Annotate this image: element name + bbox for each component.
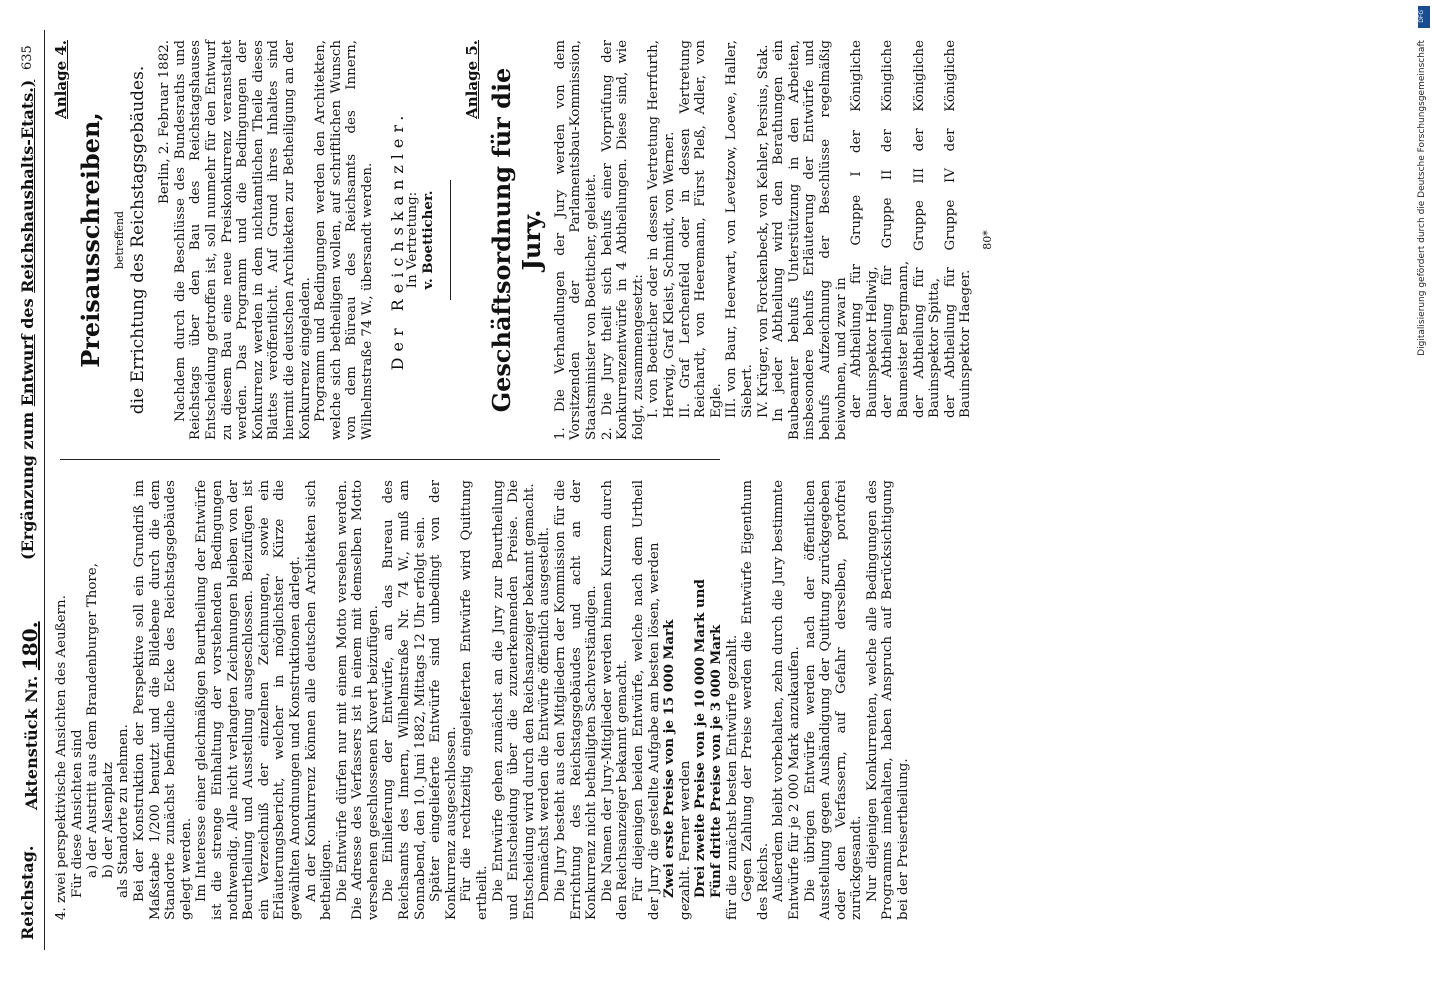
column-divider xyxy=(60,459,720,460)
left-para-12: Die Entwürfe gehen zunächst an die Jury zur Beurtheilung und Entscheidung über die zuzuerkennenden Preise. Die Entscheidung wird durch den Reichsanzeiger bekannt gemacht. xyxy=(490,480,537,920)
credit-sidebar xyxy=(1416,0,1432,1000)
anlage-4-label: Anlage 4. xyxy=(52,40,70,119)
right-item-1: 1. Die Verhandlungen der Jury werden von dem Vorsitzenden der Parlamentsbau-Kommission, Staatsminister von Boetticher, geleitet. xyxy=(552,40,600,440)
left-line-0: 4. zwei perspektivische Ansichten des Aeußern. xyxy=(54,595,69,920)
left-line-2: a) der Austritt aus dem Brandenburger Thore, xyxy=(85,563,101,878)
left-prize-3: Fünf dritte Preise von je 3 000 Mark xyxy=(707,624,724,898)
left-line-1: Für diese Ansichten sind xyxy=(69,729,85,898)
credit-text: Digitalisierung gefördert durch die Deutsche Forschungsgemeinschaft xyxy=(1417,40,1427,356)
right-group-2: II. Graf Lerchenfeld oder in dessen Vertretung Reichardt, von Heeremann, Fürst Pleß, Adler, von Egle. xyxy=(677,40,724,418)
right-group-1: I. von Boetticher oder in dessen Vertretung Herrfurth, Herwig, Graf Kleist, Schmidt, von Werner. xyxy=(646,40,678,418)
left-para-13: Demnächst werden die Entwürfe öffentlich ausgestellt. xyxy=(537,526,553,902)
right-para-1: Nachdem durch die Beschlüsse des Bundesraths und Reichstags über den Bau des Reichstagshauses Entscheidung getroffen ist, soll nunmehr für den Entwurf zu diesem Bau eine neue Preiskonkurrenz veranstaltet werden. Das Programm und die Bedingungen der Konkurrenz werden in dem nichtamtlichen Theile dieses Blattes veröffentlicht. Auf Grund ihres Inhaltes sind hiermit die deutschen Architekten zur Betheiligung an der Konkurrenz eingeladen. xyxy=(172,40,313,440)
right-group-4: IV. Krüger, von Forckenbeck, von Kehler, Persius, Stak. xyxy=(755,44,771,418)
left-para-21: für die zunächst besten Entwürfe gezahlt. xyxy=(724,634,740,920)
geschaeftsordnung-title: Geschäftsordnung für die Jury. xyxy=(486,67,546,413)
right-group-3: III. von Baur, Heerwart, von Levetzow, Loewe, Haller, Siebert. xyxy=(724,40,755,418)
left-para-25: Nur diejenigen Konkurrenten, welche alle Bedingungen des Programms innehalten, haben Anspruch auf Berücksichtigung bei der Preisertheilung. xyxy=(864,480,912,920)
left-para-7: An der Konkurrenz können alle deutschen Architekten sich betheiligen. xyxy=(303,480,335,920)
left-para-9: Die Einlieferung der Entwürfe, an das Bureau des Reichsamts des Innern, Wilhelmstraße Nr. 74 W., muß am Sonnabend, den 10. Juni 1882, Mittags 12 Uhr erfolgt sein. xyxy=(381,480,428,920)
right-assign-1: der Abtheilung für Gruppe I der Königliche Bauinspektor Hellwig, xyxy=(849,40,880,418)
header-subtitle-entwurf: Entwurf xyxy=(18,334,37,407)
preisausschreiben-title: Preisausschreiben, xyxy=(75,112,105,368)
right-column xyxy=(52,40,994,440)
header-left: Reichstag. xyxy=(18,845,37,940)
header-subtitle xyxy=(18,80,37,560)
right-assign-3: der Abtheilung für Gruppe III der Königliche Bauinspektor Spitta, xyxy=(911,40,943,418)
left-para-5: Bei der Konstruktion der Perspektive soll ein Grundriß im Maßstabe 1/200 benutzt und die Bildebene durch die dem Standorte zunächst befindliche Ecke des Reichstagsgebäudes gelegt werden. xyxy=(131,480,194,920)
left-para-11: Für die rechtzeitig eingelieferten Entwürfe wird Quittung ertheilt. xyxy=(459,480,491,920)
left-para-18: gezahlt. Ferner werden xyxy=(677,760,693,920)
header-rule xyxy=(44,30,45,950)
left-para-16: Für diejenigen beiden Entwürfe, welche nach dem Urtheil der Jury die gestellte Aufgabe am besten lösen, werden xyxy=(630,480,662,920)
left-column xyxy=(54,480,912,920)
right-para-2: Programm und Bedingungen werden den Architekten, welche sich betheiligen wollen, auf schriftlichen Wunsch von dem Büreau des Reichsamts des Innern, Wilhelmstraße 74 W., übersandt werden. xyxy=(313,40,375,440)
left-line-3: b) der Alsenplatz xyxy=(100,762,116,878)
right-para-3: In jeder Abtheilung wird den Berathungen ein Baubeamter behufs Unterstützung in den Arbeiten, insbesondere behufs Erläuterung der Entwürfe und behufs Aufzeichnung der Beschlüsse regelmäßig beiwohnen, und zwar in xyxy=(771,40,849,440)
page-number: 635 xyxy=(20,45,35,70)
left-prize-2: Drei zweite Preise von je 10 000 Mark und xyxy=(692,579,709,898)
right-assign-4: der Abtheilung für Gruppe IV der Königliche Bauinspektor Haeger. xyxy=(942,40,974,418)
preisausschreiben-subtitle: die Errichtung des Reichstagsgebäudes. xyxy=(128,65,149,415)
header-subtitle-etat: Reichshaushalts-Etats.) xyxy=(18,79,37,293)
signer-sub: In Vertretung: xyxy=(405,191,421,289)
section-rule xyxy=(450,180,451,300)
right-item-2: 2. Die Jury theilt sich behufs einer Vorprüfung der Konkurrenzentwürfe in 4 Abtheilungen. Diese sind, wie folgt, zusammengesetzt: xyxy=(599,40,646,440)
left-para-15: Die Namen der Jury-Mitglieder werden binnen Kurzem durch den Reichsanzeiger bekannt gemacht. xyxy=(599,480,631,920)
betreffend-label: betreffend xyxy=(112,210,126,270)
anlage-5-label: Anlage 5. xyxy=(463,40,482,119)
left-para-24: Die übrigen Entwürfe werden nach der öffentlichen Ausstellung gegen Aushändigung der Quittung zurückgegeben oder den Verfassern, auf Gefahr derselben, portofrei zurückgesandt. xyxy=(802,480,865,920)
header-subtitle-open: (Ergänzung zum xyxy=(18,411,37,560)
signer-title: Der Reichskanzler. xyxy=(387,109,407,371)
left-line-4: als Standorte zu nehmen. xyxy=(116,724,132,898)
left-para-14: Die Jury besteht aus den Mitgliedern der Kommission für die Errichtung des Reichstagsgebäudes und acht an der Konkurrenz nicht betheiligten Sachverständigen. xyxy=(553,480,600,920)
footnote-marker: 80* xyxy=(980,230,994,250)
signer-name: v. Boetticher. xyxy=(419,190,436,290)
left-para-23: Außerdem bleibt vorbehalten, zehn durch die Jury bestimmte Entwürfe für je 2 000 Mark anzukaufen. xyxy=(771,480,802,920)
right-assign-2: der Abtheilung für Gruppe II der Königliche Baumeister Bergmann, xyxy=(880,40,911,418)
left-para-10: Später eingelieferte Entwürfe sind unbedingt von der Konkurrenz ausgeschlossen. xyxy=(428,480,459,920)
left-para-22: Gegen Zahlung der Preise werden die Entwürfe Eigenthum des Reichs. xyxy=(740,480,771,920)
left-para-8: Die Entwürfe dürfen nur mit einem Motto versehen werden. Die Adresse des Verfassers ist in einem mit demselben Motto versehenen geschlossenen Kuvert beizufügen. xyxy=(334,480,381,920)
header-doc-number: 180. xyxy=(18,621,42,671)
date-line: Berlin, 2. Februar 1882. xyxy=(157,40,173,204)
header-doc-label-text: Aktenstück Nr. xyxy=(22,675,41,810)
left-prize-1: Zwei erste Preise von je 15 000 Mark xyxy=(661,619,678,898)
header-subtitle-des: des xyxy=(18,298,37,329)
left-para-6: Im Interesse einer gleichmäßigen Beurtheilung der Entwürfe ist die strenge Einhaltung der vorstehenden Bedingungen nothwendig. Alle nicht verlangten Zeichnungen bleiben von der Beurtheilung und Ausstellung ausgeschlossen. Beizufügen ist ein Verzeichniß der einzelnen Zeichnungen, sowie ein Erläuterungsbericht, welcher in möglichster Kürze die gewählten Anordnungen und Konstruktionen darlegt. xyxy=(194,480,303,920)
dfg-logo-text: DFG xyxy=(1418,10,1425,23)
header-doc-label xyxy=(18,621,42,810)
